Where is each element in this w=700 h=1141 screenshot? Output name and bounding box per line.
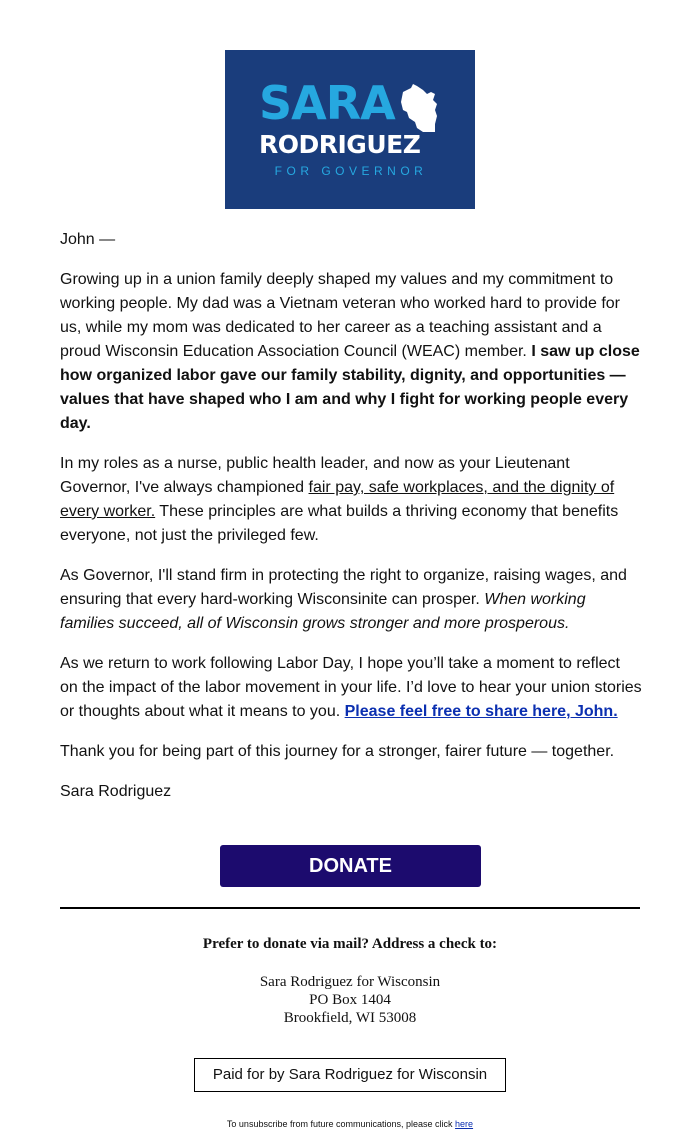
unsubscribe-text: To unsubscribe from future communications, please click xyxy=(226,1119,453,1129)
paragraph-2 xyxy=(60,452,642,548)
paragraph-2-text-b: These principles are what builds a thriving economy that benefits everyone, not just the privileged few. xyxy=(60,503,619,544)
logo-name-first: SARA xyxy=(259,76,395,130)
mail-heading: Prefer to donate via mail? Address a check to: xyxy=(202,936,498,952)
donate-button[interactable]: DONATE xyxy=(220,845,481,887)
address-line-1: Sara Rodriguez for Wisconsin xyxy=(259,974,441,990)
paragraph-2-text-a: In my roles as a nurse, public health leader, and now as your Lieutenant Governor, I've always championed xyxy=(60,455,570,496)
unsubscribe-link[interactable]: here xyxy=(455,1119,474,1129)
paragraph-3-italic: When working families succeed, all of Wisconsin grows stronger and more prosperous. xyxy=(60,591,586,632)
unsubscribe-line xyxy=(0,1119,700,1129)
wisconsin-map-icon xyxy=(397,82,441,134)
paragraph-4-text: As we return to work following Labor Day, I hope you’ll take a moment to reflect on the impact of the labor movement in your life. I’d love to hear your union stories or thoughts about what it means to you. xyxy=(60,655,642,720)
divider xyxy=(60,907,640,909)
letter-body xyxy=(60,228,642,820)
paragraph-1 xyxy=(60,268,642,436)
paragraph-1-text: Growing up in a union family deeply shaped my values and my commitment to working people. My dad was a Vietnam veteran who worked hard to provide for us, while my mom was dedicated to her career as a teaching assistant and a proud Wisconsin Education Association Council (WEAC) member. xyxy=(60,271,621,360)
paid-for-disclaimer: Paid for by Sara Rodriguez for Wisconsin xyxy=(194,1058,506,1092)
paragraph-1-bold: I saw up close how organized labor gave our family stability, dignity, and opportunities — values that have shaped who I am and why I fight for working people every day. xyxy=(60,343,640,432)
salutation: John — xyxy=(60,231,116,248)
signature: Sara Rodriguez xyxy=(60,783,172,800)
logo-name-last: RODRIGUEZ xyxy=(259,130,421,159)
address-line-3: Brookfield, WI 53008 xyxy=(283,1010,417,1026)
logo-tagline: FOR GOVERNOR xyxy=(274,164,428,178)
share-story-link[interactable]: Please feel free to share here, John. xyxy=(344,703,618,720)
paragraph-3 xyxy=(60,564,642,636)
paragraph-3-text: As Governor, I'll stand firm in protecting the right to organize, raising wages, and ensuring that every hard-working Wisconsinite can prosper. xyxy=(60,567,627,608)
mailing-address xyxy=(0,973,700,1027)
paragraph-2-underline: fair pay, safe workplaces, and the dignity of every worker. xyxy=(60,479,615,520)
paragraph-5: Thank you for being part of this journey for a stronger, fairer future — together. xyxy=(60,743,615,760)
address-line-2: PO Box 1404 xyxy=(309,992,391,1008)
campaign-logo xyxy=(225,50,475,209)
paragraph-4 xyxy=(60,652,642,724)
